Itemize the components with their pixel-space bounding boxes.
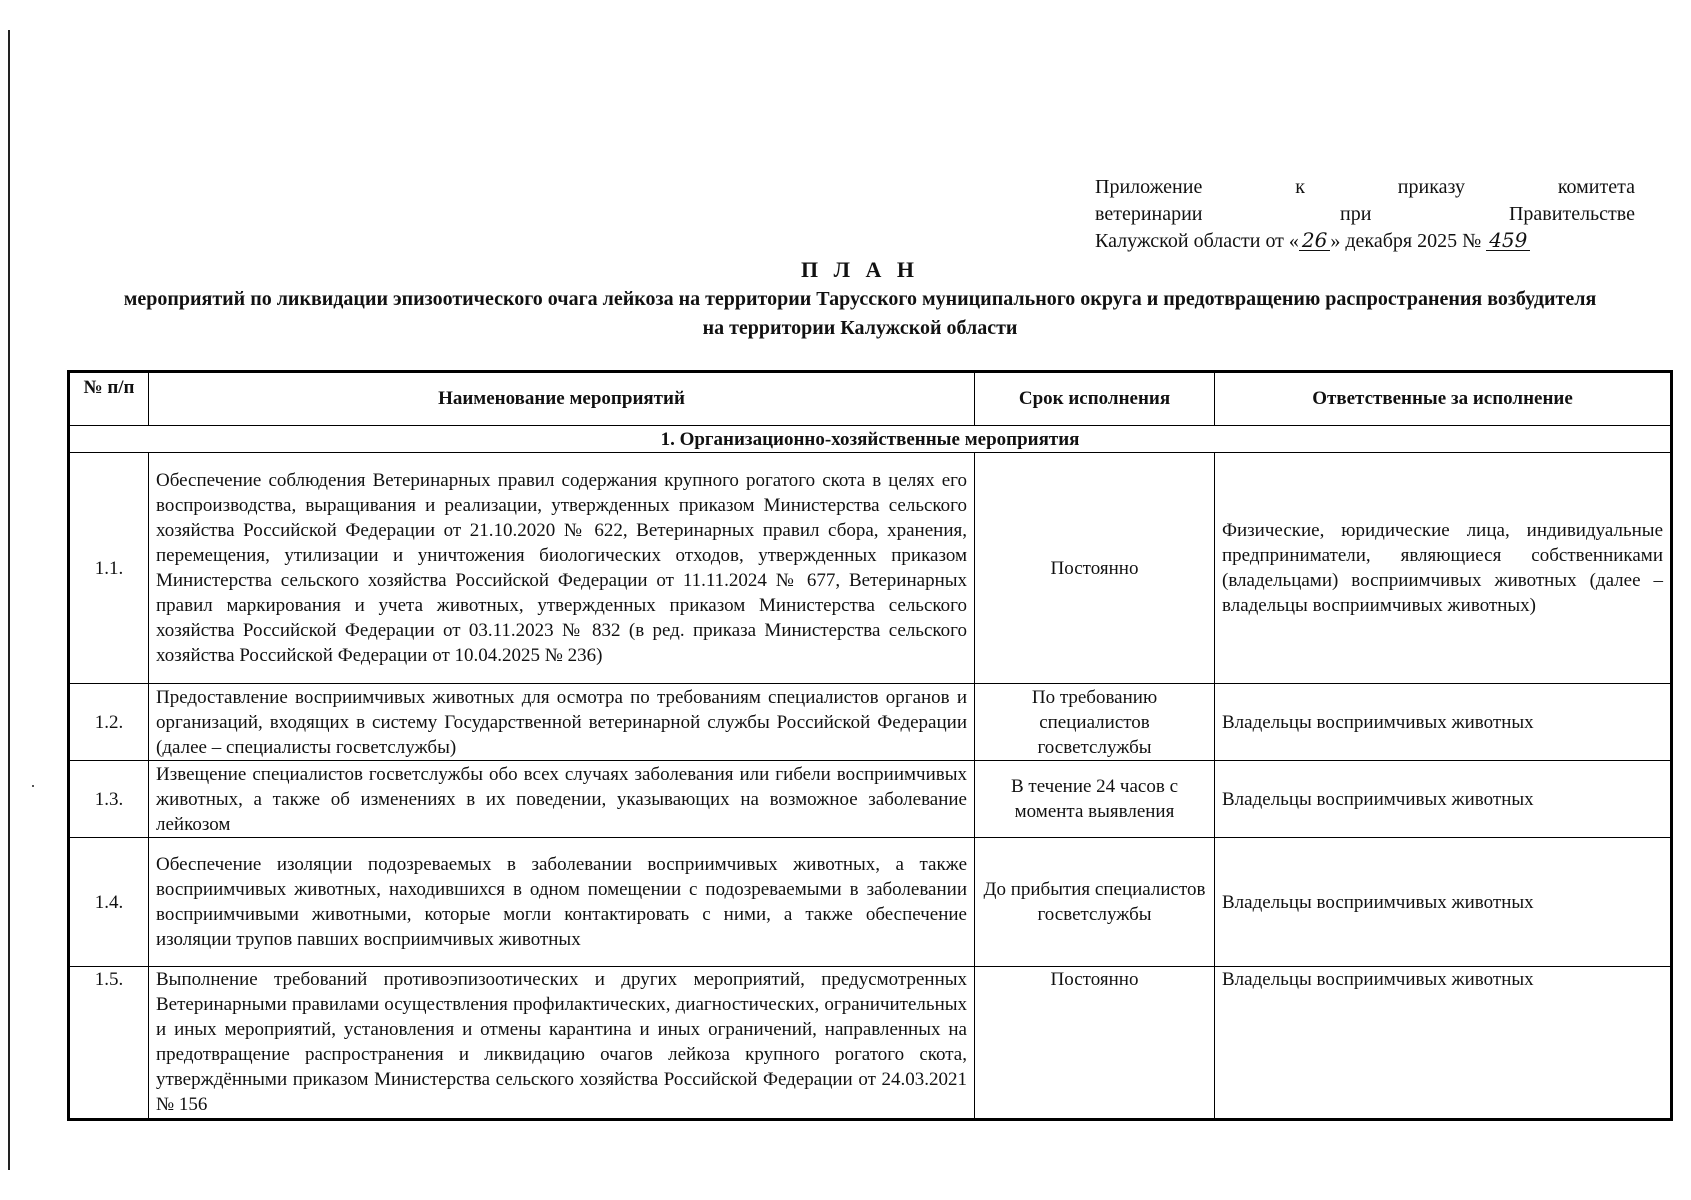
- row-num: 1.5.: [69, 967, 149, 1120]
- plan-subtitle: мероприятий по ликвидации эпизоотического очага лейкоза на территории Тарусского муниципального округа и предотвращению распространения возбудителя на территории Калужской области: [123, 288, 1597, 339]
- row-name: Извещение специалистов госветслужбы обо всех случаях заболевания или гибели восприимчивых животных, а также об изменениях в их поведении, указывающих на возможное заболевание лейкозом: [149, 761, 975, 838]
- table-row: [69, 761, 1672, 838]
- row-term: По требованию специалистов госветслужбы: [975, 684, 1215, 761]
- row-name: Обеспечение соблюдения Ветеринарных правил содержания крупного рогатого скота в целях его воспроизводства, выращивания и реализации, утвержденных приказом Министерства сельского хозяйства Российской Федерации от 21.10.2020 № 622, Ветеринарных правил сбора, хранения, перемещения, утилизации и уничтожения биологических отходов, утвержденных приказом Министерства сельского хозяйства Российской Федерации от 11.11.2024 № 677, Ветеринарных правил маркирования и учета животных, утвержденных приказом Министерства сельского хозяйства Российской Федерации от 03.11.2023 № 832 (в ред. приказа Министерства сельского хозяйства Российской Федерации от 10.04.2025 № 236): [149, 453, 975, 684]
- appendix-word: Приложение: [1095, 176, 1203, 198]
- row-responsible: Физические, юридические лица, индивидуальные предприниматели, являющиеся собственниками (владельцами) восприимчивых животных (далее – владельцы восприимчивых животных): [1215, 453, 1672, 684]
- row-num: 1.1.: [69, 453, 149, 684]
- header-responsible: Ответственные за исполнение: [1215, 372, 1672, 426]
- appendix-text: » декабря 2025 №: [1330, 230, 1487, 252]
- row-term: Постоянно: [975, 453, 1215, 684]
- table-row: [69, 453, 1672, 684]
- header-name: Наименование мероприятий: [149, 372, 975, 426]
- scan-edge-line: [8, 30, 10, 1170]
- row-responsible: Владельцы восприимчивых животных: [1215, 967, 1672, 1120]
- appendix-line-1: [1095, 174, 1635, 201]
- appendix-text: Калужской области от «: [1095, 230, 1299, 252]
- handwritten-order-number: 459: [1486, 230, 1530, 251]
- table-row: [69, 967, 1672, 1120]
- table-row: [69, 684, 1672, 761]
- appendix-word: ветеринарии: [1095, 203, 1203, 225]
- section-title: 1. Организационно-хозяйственные мероприятия: [69, 426, 1672, 453]
- row-term: Постоянно: [975, 967, 1215, 1120]
- row-name: Обеспечение изоляции подозреваемых в заболевании восприимчивых животных, а также восприимчивых животных, находившихся в одном помещении с подозреваемыми в заболевании восприимчивыми животными, которые могли контактировать с ними, а также обеспечение изоляции трупов павших восприимчивых животных: [149, 838, 975, 967]
- appendix-note: [1095, 174, 1635, 255]
- header-term: Срок исполнения: [975, 372, 1215, 426]
- appendix-line-3: [1095, 228, 1635, 255]
- table-row: [69, 838, 1672, 967]
- row-num: 1.2.: [69, 684, 149, 761]
- row-name: Выполнение требований противоэпизоотических и других мероприятий, предусмотренных Ветеринарными правилами осуществления профилактических, диагностических, ограничительных и иных мероприятий, установления и отмены карантина и иных ограничений, направленных на предотвращение распространения и ликвидацию очагов лейкоза крупного рогатого скота, утверждёнными приказом Министерства сельского хозяйства Российской Федерации от 24.03.2021 № 156: [149, 967, 975, 1120]
- row-name: Предоставление восприимчивых животных для осмотра по требованиям специалистов органов и организаций, входящих в систему Государственной ветеринарной службы Российской Федерации (далее – специалисты госветслужбы): [149, 684, 975, 761]
- appendix-line-2: [1095, 201, 1635, 228]
- appendix-word: к: [1295, 176, 1305, 198]
- header-num: № п/п: [69, 372, 149, 426]
- row-term: В течение 24 часов с момента выявления: [975, 761, 1215, 838]
- section-row: [69, 426, 1672, 453]
- row-responsible: Владельцы восприимчивых животных: [1215, 684, 1672, 761]
- appendix-word: комитета: [1557, 176, 1635, 198]
- plan-title: П Л А Н: [800, 257, 919, 282]
- appendix-word: при: [1340, 203, 1372, 225]
- handwritten-day: 26: [1299, 230, 1330, 251]
- table-header-row: [69, 372, 1672, 426]
- document-title-block: [60, 255, 1660, 343]
- appendix-word: Правительстве: [1508, 203, 1635, 225]
- row-responsible: Владельцы восприимчивых животных: [1215, 761, 1672, 838]
- scan-dust-mark: [32, 785, 34, 787]
- plan-table: [67, 370, 1673, 1121]
- row-term: До прибытия специалистов госветслужбы: [975, 838, 1215, 967]
- row-num: 1.3.: [69, 761, 149, 838]
- appendix-word: приказу: [1397, 176, 1465, 198]
- row-responsible: Владельцы восприимчивых животных: [1215, 838, 1672, 967]
- row-num: 1.4.: [69, 838, 149, 967]
